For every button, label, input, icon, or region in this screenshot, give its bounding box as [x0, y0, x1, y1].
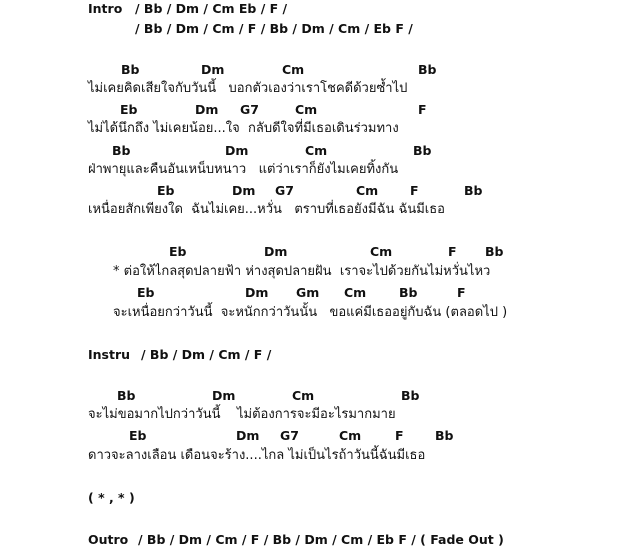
chord: Dm	[212, 388, 236, 403]
chord: F	[448, 244, 457, 259]
chord: F	[418, 102, 427, 117]
chord: Bb	[413, 143, 432, 158]
chord: Gm	[296, 285, 320, 300]
instru-label: Instru	[88, 347, 131, 362]
chord: Cm	[305, 143, 328, 158]
instru-chords: / Bb / Dm / Cm / F /	[141, 347, 272, 362]
chord: Bb	[401, 388, 420, 403]
chord: Bb	[464, 183, 483, 198]
chord: Eb	[157, 183, 175, 198]
chord: Eb	[137, 285, 155, 300]
outro-label: Outro	[88, 532, 129, 547]
chord: Eb	[169, 244, 187, 259]
chord: Dm	[225, 143, 249, 158]
lyric-line: ฝ่าพายุและคืนอันเหน็บหนาว แต่ว่าเราก็ยังไมเคยทิ้งกัน	[88, 162, 399, 177]
chord: Bb	[112, 143, 131, 158]
chord: Dm	[195, 102, 219, 117]
chord: G7	[240, 102, 259, 117]
chord: Eb	[120, 102, 138, 117]
lyric-line: จะเหนื่อยกว่าวันนี้ จะหนักกว่าวันนั้น ขอแค่มีเธออยู่กับฉัน (ตลอดไป )	[113, 305, 508, 320]
chord: Dm	[232, 183, 256, 198]
chord: Dm	[201, 62, 225, 77]
chord: Cm	[292, 388, 315, 403]
chord: Cm	[344, 285, 367, 300]
chord: Cm	[356, 183, 379, 198]
chord: Eb	[129, 428, 147, 443]
repeat-marker: ( * , * )	[88, 490, 135, 505]
intro-chords-1: / Bb / Dm / Cm Eb / F /	[135, 1, 288, 16]
chord: Bb	[485, 244, 504, 259]
intro-chords-2: / Bb / Dm / Cm / F / Bb / Dm / Cm / Eb F /	[135, 21, 413, 36]
chord: Cm	[339, 428, 362, 443]
chord: Dm	[264, 244, 288, 259]
lyric-line: ไม่ได้นึกถึง ไม่เคยน้อย...ใจ กลับดีใจที่มีเธอเดินร่วมทาง	[88, 121, 399, 136]
chord: Bb	[121, 62, 140, 77]
chord: Bb	[418, 62, 437, 77]
chord: F	[395, 428, 404, 443]
chord: Dm	[245, 285, 269, 300]
chord: Cm	[295, 102, 318, 117]
chord: Cm	[370, 244, 393, 259]
lyric-line: ไม่เคยคิดเสียใจกับวันนี้ บอกตัวเองว่าเราโชคดีด้วยซ้ำไป	[88, 81, 408, 96]
chord: Bb	[399, 285, 418, 300]
lyric-line: * ต่อให้ไกลสุดปลายฟ้า ห่างสุดปลายฝัน เราจะไปด้วยกันไม่หวั่นไหว	[113, 264, 491, 279]
chord: F	[457, 285, 466, 300]
chord: G7	[275, 183, 294, 198]
chord: G7	[280, 428, 299, 443]
lyric-line: จะไม่ขอมากไปกว่าวันนี้ ไม่ต้องการจะมีอะไรมากมาย	[88, 407, 396, 422]
chord: F	[410, 183, 419, 198]
chord: Bb	[435, 428, 454, 443]
chord: Bb	[117, 388, 136, 403]
lyric-line: ดาวจะลางเลือน เดือนจะร้าง....ไกล ไม่เป็นไรถ้าวันนี้ฉันมีเธอ	[88, 448, 426, 463]
chord: Cm	[282, 62, 305, 77]
outro-chords: / Bb / Dm / Cm / F / Bb / Dm / Cm / Eb F / ( Fade Out )	[138, 532, 504, 547]
intro-label: Intro	[88, 1, 123, 16]
lyric-line: เหนื่อยสักเพียงใด ฉันไม่เคย...หวั่น ตราบที่เธอยังมีฉัน ฉันมีเธอ	[88, 202, 445, 217]
chord: Dm	[236, 428, 260, 443]
